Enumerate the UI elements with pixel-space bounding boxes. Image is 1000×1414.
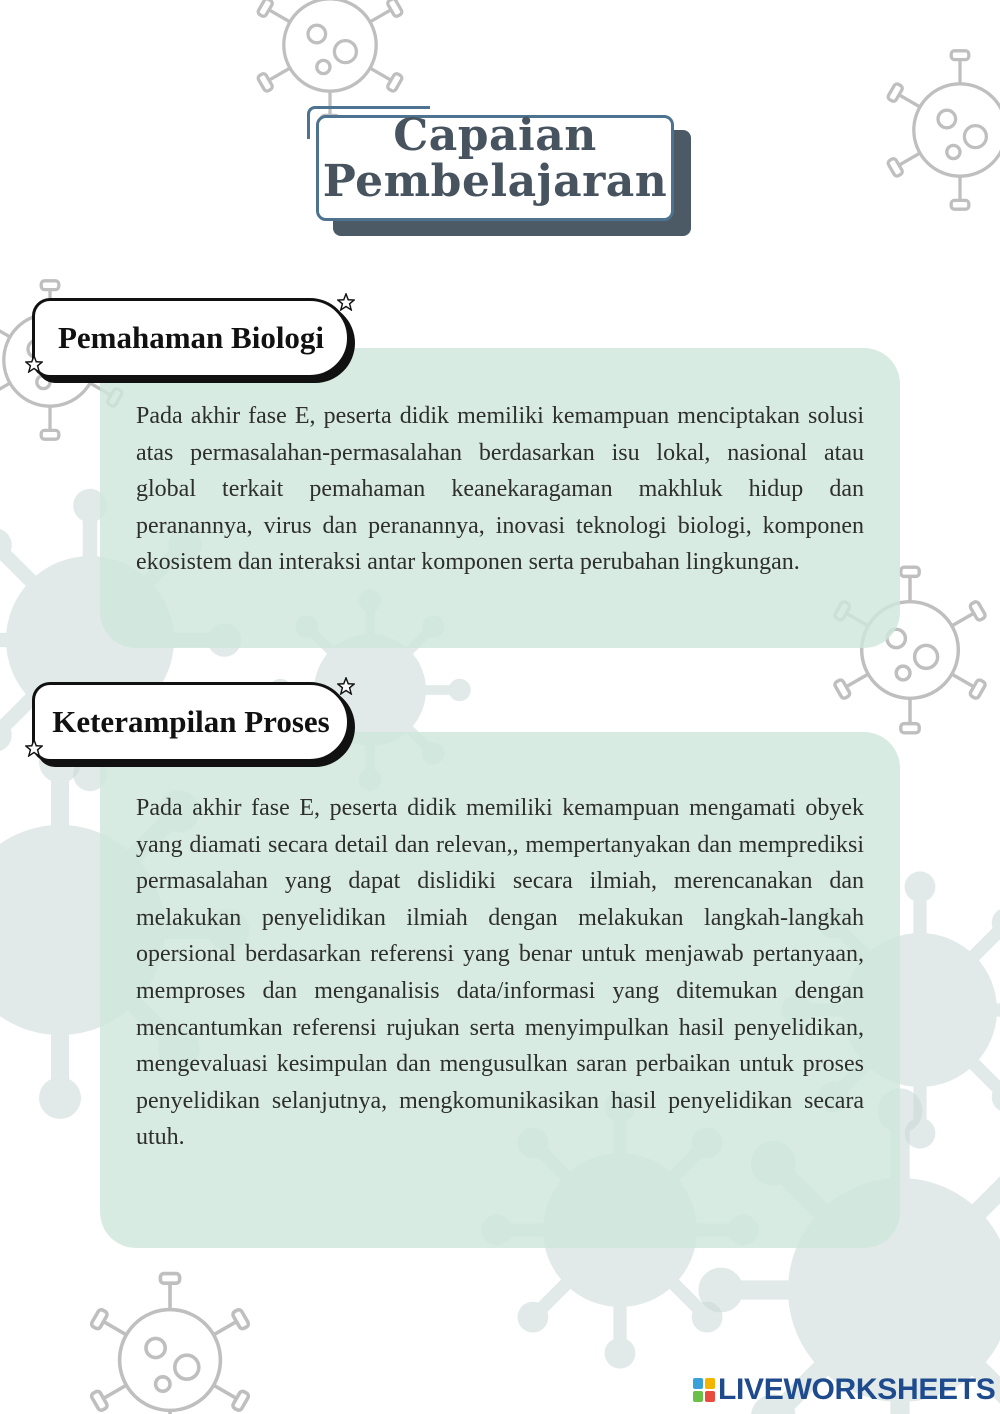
liveworksheets-logo-icon	[692, 1376, 716, 1404]
star-icon	[337, 677, 355, 695]
section-tag-keterampilan	[32, 682, 350, 762]
section-heading-pemahaman: Pemahaman Biologi	[57, 320, 325, 355]
star-icon	[337, 293, 355, 311]
liveworksheets-logo[interactable]	[692, 1372, 996, 1408]
section-body-pemahaman: Pada akhir fase E, peserta didik memiliki kemampuan menciptakan solusi atas permasalahan-permasalahan berdasarkan isu lokal, nasional atau global terkait pemahaman keanekaragaman makhluk hidup dan peranannya, virus dan peranannya, inovasi teknologi biologi, komponen ekosistem dan interaksi antar komponen serta perubahan lingkungan.	[136, 403, 864, 576]
star-icon	[25, 739, 43, 757]
page-title	[316, 110, 674, 207]
liveworksheets-logo-text: LIVEWORKSHEETS	[718, 1373, 996, 1406]
section-heading-keterampilan: Keterampilan Proses	[52, 704, 330, 739]
page-title-line-1: Capaian	[393, 110, 597, 161]
star-icon	[25, 355, 43, 373]
section-body-keterampilan: Pada akhir fase E, peserta didik memiliki kemampuan mengamati obyek yang diamati secara detail dan relevan,, mempertanyakan dan memprediksi permasalahan yang dapat dislidiki secara ilmiah, merencanakan dan melakukan penyelidikan ilmiah dengan melakukan langkah-langkah opersional berdasarkan referensi yang benar untuk menjawab pertanyaan, memproses dan menganalisis data/informasi yang ditemukan dengan mencantumkan referensi rujukan serta menyimpulkan hasil penyelidikan, mengevaluasi kesimpulan dan mengusulkan saran perbaikan untuk proses penyelidikan selanjutnya, mengkomunikasikan hasil penyelidikan secara utuh.	[136, 795, 864, 1151]
section-tag-pemahaman	[32, 298, 350, 378]
page-title-line-2: Pembelajaran	[322, 156, 668, 207]
